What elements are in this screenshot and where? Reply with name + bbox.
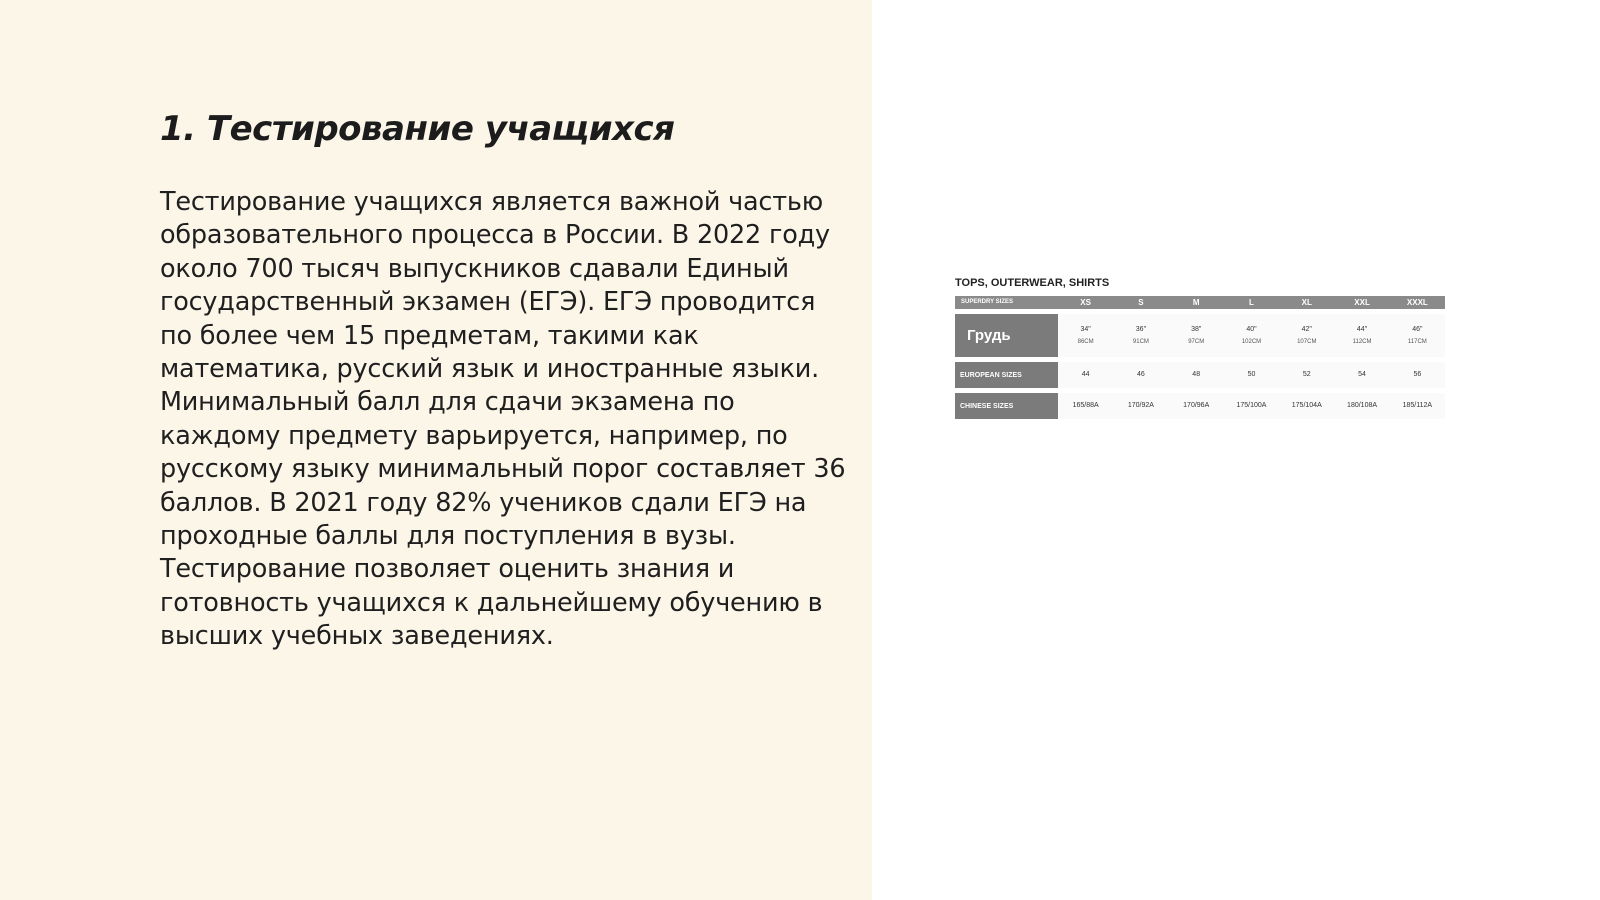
chest-cell	[1113, 309, 1168, 357]
size-header-label: SUPERDRY SIZES	[961, 299, 1014, 305]
chest-inches: 36"	[1135, 325, 1147, 333]
chest-inches: 42"	[1301, 325, 1312, 333]
chest-inches: 34"	[1080, 325, 1091, 333]
table-row	[955, 357, 1445, 388]
chest-cell	[1390, 309, 1445, 357]
size-header-cell: XL	[1301, 298, 1312, 307]
chest-inches: 40"	[1246, 325, 1257, 333]
size-header-cell: M	[1192, 298, 1200, 307]
size-header-cell: S	[1138, 298, 1144, 307]
chinese-size-cell: 180/108A	[1334, 388, 1389, 419]
chinese-size-cell: 170/92A	[1113, 388, 1168, 419]
chinese-size-cell: 175/100A	[1224, 388, 1279, 419]
european-sizes-label: EUROPEAN SIZES	[955, 357, 1058, 388]
chinese-size-cell: 185/112A	[1390, 388, 1445, 419]
table-row	[955, 388, 1445, 419]
european-size-cell: 54	[1334, 357, 1389, 388]
chest-cm: 112CM	[1352, 338, 1372, 345]
size-chart-table	[955, 296, 1445, 419]
chest-cell	[1224, 309, 1279, 357]
european-size-cell: 48	[1169, 357, 1224, 388]
chest-cell	[1058, 309, 1113, 357]
european-size-cell: 46	[1113, 357, 1168, 388]
chest-cm: 86CM	[1077, 338, 1094, 345]
size-chart-image	[955, 276, 1445, 419]
chest-label: Грудь	[955, 309, 1058, 357]
chest-inches: 38"	[1191, 325, 1202, 333]
chest-inches: 46"	[1412, 325, 1423, 333]
chest-inches: 44"	[1356, 325, 1368, 333]
chinese-size-cell: 170/96A	[1169, 388, 1224, 419]
image-panel	[872, 0, 1600, 900]
european-size-cell: 56	[1390, 357, 1445, 388]
size-chart-heading: TOPS, OUTERWEAR, SHIRTS	[955, 277, 1110, 289]
table-row	[955, 309, 1445, 357]
slide-body-text: Тестирование учащихся является важной частью образовательного процесса в России. В 2022 году около 700 тысяч выпускников сдавали Единый государственный экзамен (ЕГЭ). ЕГЭ проводится по более чем 15 предметам, такими как математика, русский язык и иностранные языки. Минимальный балл для сдачи экзамена по каждому предмету варьируется, например, по русскому языку минимальный порог составляет 36 баллов. В 2021 году 82% учеников сдали ЕГЭ на проходные баллы для поступления в вузы. Тестирование позволяет оценить знания и готовность учащихся к дальнейшему обучению в высших учебных заведениях.	[160, 187, 846, 652]
chest-cell	[1279, 309, 1334, 357]
chest-cell	[1334, 309, 1389, 357]
chest-cm: 107CM	[1297, 338, 1317, 345]
chinese-sizes-label: CHINESE SIZES	[955, 388, 1058, 419]
chest-cm: 117CM	[1407, 338, 1427, 345]
size-header-cell: XXXL	[1406, 298, 1428, 307]
european-size-cell: 44	[1058, 357, 1113, 388]
size-header-cell: XXL	[1354, 298, 1370, 307]
chinese-size-cell: 165/88A	[1058, 388, 1113, 419]
chinese-size-cell: 175/104A	[1279, 388, 1334, 419]
chest-cell	[1169, 309, 1224, 357]
size-header-cell: XS	[1080, 298, 1091, 307]
european-size-cell: 52	[1279, 357, 1334, 388]
chest-cm: 91CM	[1132, 338, 1149, 345]
european-size-cell: 50	[1224, 357, 1279, 388]
size-header-row	[955, 296, 1445, 309]
chest-cm: 102CM	[1241, 338, 1262, 345]
chest-cm: 97CM	[1188, 338, 1205, 345]
size-header-cell: L	[1249, 298, 1254, 307]
slide-title: 1. Тестирование учащихся	[160, 109, 675, 149]
